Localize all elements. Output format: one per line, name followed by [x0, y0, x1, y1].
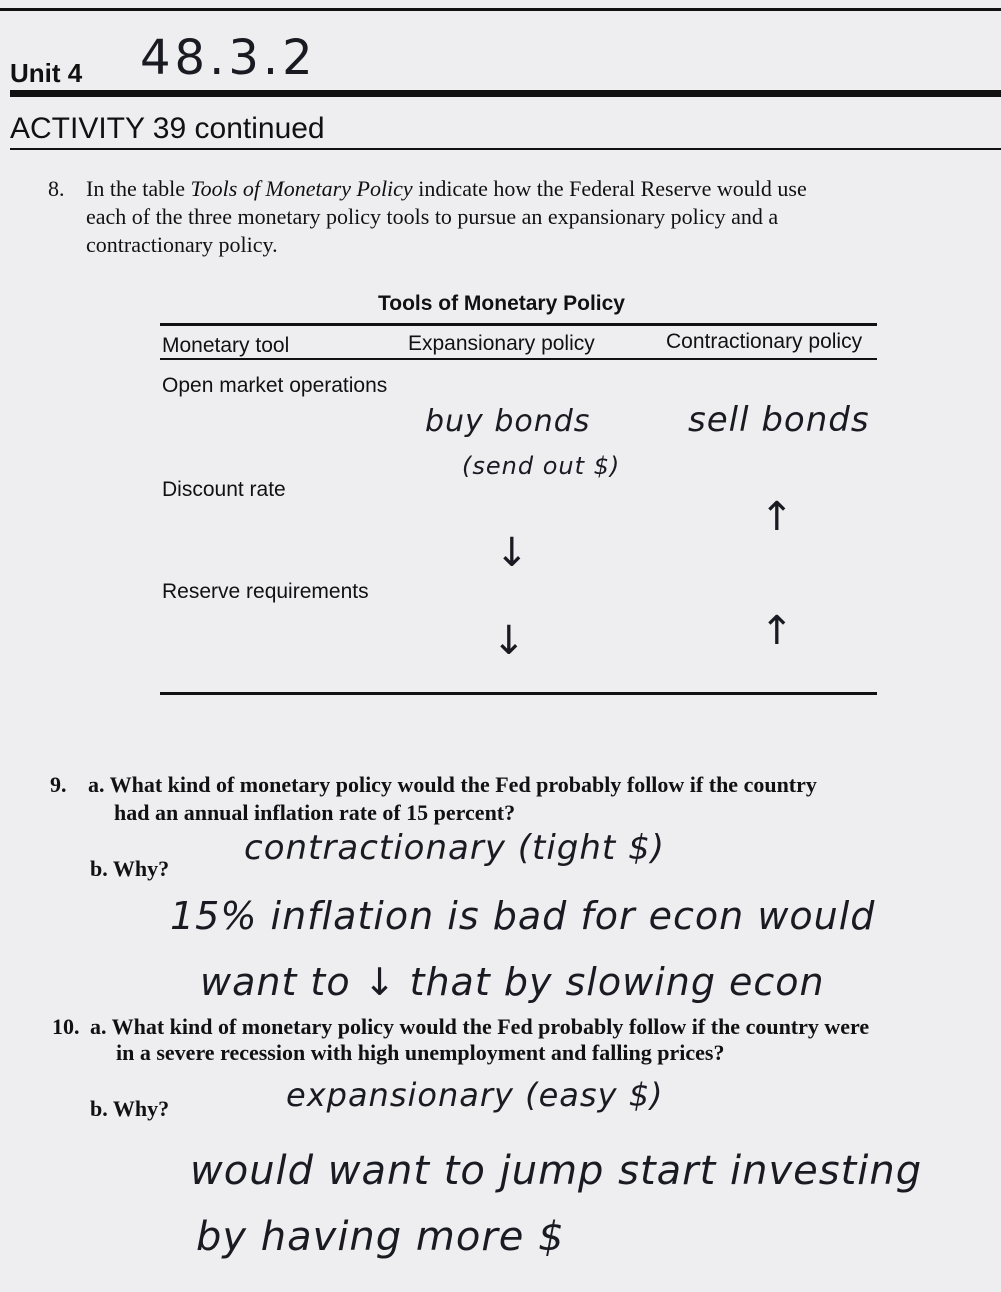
- answer-open-market-expansionary: buy bonds: [425, 404, 591, 439]
- header-thick-rule: [10, 90, 1001, 97]
- q9-answer-a: contractionary (tight $): [244, 828, 665, 868]
- answer-open-market-expansionary-note: (send out $): [462, 452, 621, 480]
- q8-number: 8.: [48, 176, 65, 201]
- activity-title: ACTIVITY 39 continued: [10, 112, 325, 145]
- q8-line1-pre: In the table: [86, 176, 191, 201]
- activity-rule: [10, 148, 1001, 150]
- q10-answer-a: expansionary (easy $): [286, 1076, 664, 1114]
- q10-number: 10.: [52, 1014, 80, 1039]
- answer-discount-contractionary: ↑: [760, 494, 795, 540]
- unit-label: Unit 4: [10, 58, 83, 88]
- tool-reserve-requirements: Reserve requirements: [162, 580, 369, 603]
- tool-open-market-operations: Open market operations: [162, 374, 388, 397]
- q10-a-line1: a. What kind of monetary policy would the Fed probably follow if the country were: [90, 1014, 870, 1039]
- q8-line1-title: Tools of Monetary Policy: [190, 176, 413, 201]
- q8-text-line1: [86, 176, 807, 202]
- table-header-rule: [160, 358, 877, 360]
- q10-a-line2: in a severe recession with high unemployment and falling prices?: [116, 1040, 725, 1065]
- q8-text-line2: each of the three monetary policy tools to pursue an expansionary policy and a: [86, 204, 779, 229]
- table-bottom-rule: [160, 692, 877, 695]
- q9-a-line1: a. What kind of monetary policy would the Fed probably follow if the country: [88, 772, 817, 797]
- q9-a-line2: had an annual inflation rate of 15 percent?: [114, 800, 516, 825]
- table-top-rule: [160, 323, 877, 326]
- answer-reserve-expansionary: ↓: [492, 618, 527, 664]
- answer-reserve-contractionary: ↑: [760, 608, 795, 654]
- q9-number: 9.: [50, 772, 67, 797]
- tool-discount-rate: Discount rate: [162, 478, 286, 501]
- handwritten-score: 48.3.2: [140, 30, 317, 86]
- q8-line1-post: indicate how the Federal Reserve would use: [412, 176, 807, 201]
- q10-answer-b-line1: would want to jump start investing: [190, 1148, 923, 1194]
- q10-b-label: b. Why?: [90, 1096, 170, 1121]
- q8-text-line3: contractionary policy.: [86, 232, 278, 257]
- q9-answer-b-line1: 15% inflation is bad for econ would: [170, 894, 876, 938]
- q9-b-label: b. Why?: [90, 856, 170, 881]
- table-header-contractionary: Contractionary policy: [666, 330, 863, 353]
- q9-answer-b-line2: want to ↓ that by slowing econ: [200, 960, 825, 1004]
- q10-answer-b-line2: by having more $: [196, 1214, 565, 1260]
- answer-open-market-contractionary: sell bonds: [688, 400, 870, 440]
- top-border: [0, 8, 1001, 11]
- table-header-monetary-tool: Monetary tool: [162, 334, 290, 357]
- table-header-expansionary: Expansionary policy: [408, 332, 595, 355]
- answer-discount-expansionary: ↓: [495, 530, 530, 576]
- table-title: Tools of Monetary Policy: [378, 292, 625, 315]
